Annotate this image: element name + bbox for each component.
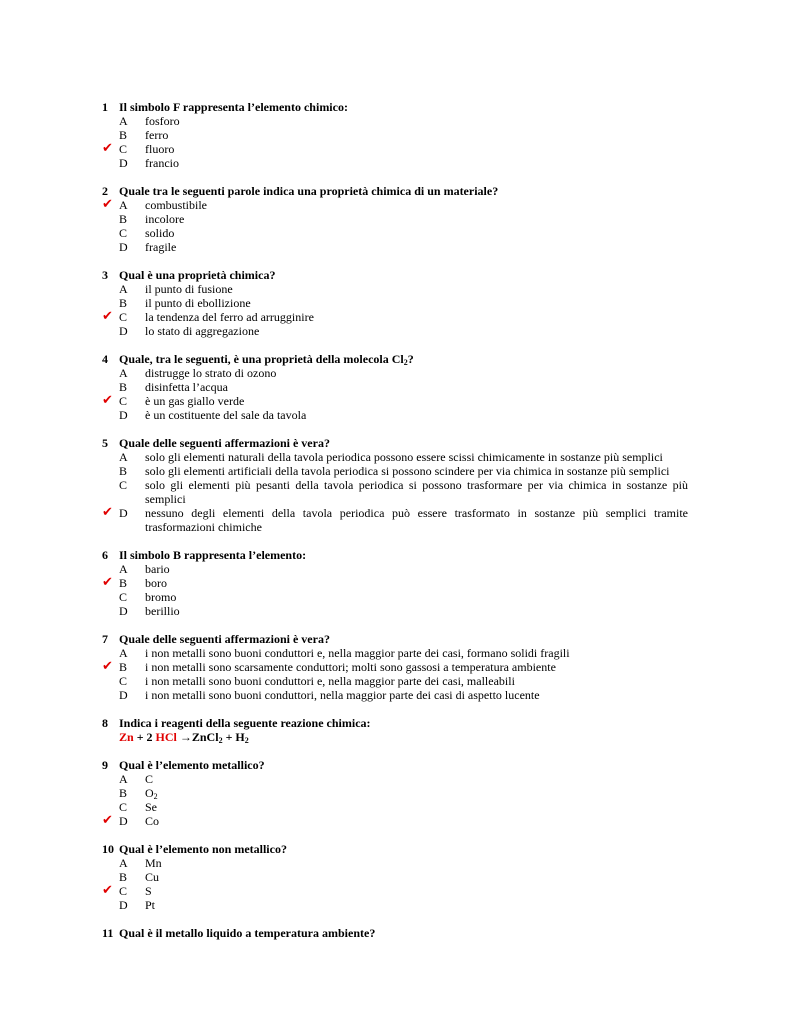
question-text xyxy=(119,268,688,282)
option-text xyxy=(145,198,688,212)
option-letter: A xyxy=(119,114,128,128)
option-text-main: è un gas giallo verde xyxy=(145,394,245,408)
option-text xyxy=(145,128,688,142)
checkmark-icon: ✔ xyxy=(102,813,113,828)
answer-option[interactable] xyxy=(0,898,791,912)
option-text xyxy=(145,240,688,254)
option-letter: D xyxy=(119,324,128,338)
question-text xyxy=(119,716,688,730)
option-text-main: i non metalli sono scarsamente conduttori; molti sono gassosi a temperatura ambiente xyxy=(145,660,556,674)
question-text-main: Il simbolo F rappresenta l’elemento chimico: xyxy=(119,100,348,114)
option-text-main: solido xyxy=(145,226,175,240)
option-text xyxy=(145,478,688,506)
option-letter: D xyxy=(119,814,128,828)
question-text-main: Quale delle seguenti affermazioni è vera? xyxy=(119,632,330,646)
answer-option[interactable] xyxy=(0,366,791,380)
answer-option[interactable] xyxy=(0,282,791,296)
option-text xyxy=(145,604,688,618)
question-text xyxy=(119,758,688,772)
option-text xyxy=(145,856,688,870)
answer-option[interactable] xyxy=(0,128,791,142)
checkmark-icon: ✔ xyxy=(102,393,113,408)
option-text-main: ferro xyxy=(145,128,169,142)
option-letter: D xyxy=(119,408,128,422)
answer-option[interactable] xyxy=(0,450,791,464)
question-block xyxy=(0,100,791,170)
option-letter: D xyxy=(119,156,128,170)
option-text xyxy=(145,800,688,814)
question-header xyxy=(0,100,791,114)
option-text-main: Se xyxy=(145,800,157,814)
answer-option[interactable] xyxy=(0,394,791,408)
option-letter: C xyxy=(119,226,128,240)
question-text xyxy=(119,842,688,856)
question-text xyxy=(119,436,688,450)
question-text-main: Qual è una proprietà chimica? xyxy=(119,268,276,282)
question-header xyxy=(0,842,791,856)
option-text xyxy=(145,814,688,828)
option-letter: C xyxy=(119,800,128,814)
option-text-main: fluoro xyxy=(145,142,175,156)
answer-option[interactable] xyxy=(0,786,791,800)
option-text-main: solo gli elementi più pesanti della tavola periodica si possono trasformare per via chimica in sostanze più semplici xyxy=(145,478,688,506)
question-text-main: Quale tra le seguenti parole indica una proprietà chimica di un materiale? xyxy=(119,184,499,198)
question-block xyxy=(0,842,791,912)
question-header xyxy=(0,716,791,730)
product-subscript: 2 xyxy=(218,736,223,745)
option-text xyxy=(145,576,688,590)
option-text xyxy=(145,408,688,422)
option-text-main: distrugge lo strato di ozono xyxy=(145,366,277,380)
option-text-main: i non metalli sono buoni conduttori e, nella maggior parte dei casi, formano solidi fragili xyxy=(145,646,570,660)
answer-option[interactable] xyxy=(0,884,791,898)
question-text-main: Qual è l’elemento metallico? xyxy=(119,758,265,772)
reaction-arrow: → xyxy=(176,730,192,744)
question-number: 11 xyxy=(102,926,114,940)
question-text-main: Il simbolo B rappresenta l’elemento: xyxy=(119,548,307,562)
answer-option[interactable] xyxy=(0,506,791,534)
question-number: 6 xyxy=(102,548,108,562)
option-letter: A xyxy=(119,646,128,660)
answer-option[interactable] xyxy=(0,324,791,338)
option-text xyxy=(145,562,688,576)
question-number: 5 xyxy=(102,436,108,450)
question-header xyxy=(0,268,791,282)
checkmark-icon: ✔ xyxy=(102,883,113,898)
question-header xyxy=(0,184,791,198)
option-text-main: fragile xyxy=(145,240,177,254)
answer-option[interactable] xyxy=(0,562,791,576)
checkmark-icon: ✔ xyxy=(102,505,113,520)
answer-option[interactable] xyxy=(0,660,791,674)
question-number: 8 xyxy=(102,716,108,730)
question-block xyxy=(0,926,791,940)
quiz-page xyxy=(0,100,791,954)
question-text xyxy=(119,184,688,198)
option-text-main: solo gli elementi naturali della tavola periodica possono essere scissi chimicamente in sostanze più semplici xyxy=(145,450,663,464)
option-text xyxy=(145,226,688,240)
option-text-main: S xyxy=(145,884,152,898)
answer-option[interactable] xyxy=(0,604,791,618)
option-text xyxy=(145,646,688,660)
option-letter: B xyxy=(119,296,128,310)
option-letter: D xyxy=(119,688,128,702)
option-text xyxy=(145,142,688,156)
answer-option[interactable] xyxy=(0,226,791,240)
option-text-main: lo stato di aggregazione xyxy=(145,324,260,338)
answer-option[interactable] xyxy=(0,870,791,884)
question-header xyxy=(0,758,791,772)
answer-option[interactable] xyxy=(0,674,791,688)
option-letter: C xyxy=(119,394,128,408)
option-text-main: i non metalli sono buoni conduttori e, nella maggior parte dei casi, malleabili xyxy=(145,674,515,688)
option-text-main: il punto di fusione xyxy=(145,282,233,296)
answer-option[interactable] xyxy=(0,142,791,156)
option-letter: C xyxy=(119,310,128,324)
option-text-main: Co xyxy=(145,814,160,828)
answer-option[interactable] xyxy=(0,380,791,394)
option-text xyxy=(145,296,688,310)
question-number: 1 xyxy=(102,100,108,114)
question-text-end: ? xyxy=(407,352,414,366)
question-block xyxy=(0,184,791,254)
question-header xyxy=(0,926,791,940)
question-header xyxy=(0,352,791,366)
option-text xyxy=(145,772,688,786)
answer-option[interactable] xyxy=(0,688,791,702)
option-letter: D xyxy=(119,898,128,912)
option-text xyxy=(145,380,688,394)
answer-option[interactable] xyxy=(0,856,791,870)
option-letter: A xyxy=(119,282,128,296)
option-text-main: fosforo xyxy=(145,114,180,128)
option-text xyxy=(145,324,688,338)
product-h: + H xyxy=(222,730,245,744)
option-letter: B xyxy=(119,786,128,800)
checkmark-icon: ✔ xyxy=(102,659,113,674)
question-text-main: Qual è il metallo liquido a temperatura ambiente? xyxy=(119,926,376,940)
option-text xyxy=(145,464,688,478)
question-number: 9 xyxy=(102,758,108,772)
question-text xyxy=(119,548,688,562)
question-text xyxy=(119,352,688,366)
option-text xyxy=(145,590,688,604)
option-text-main: berillio xyxy=(145,604,180,618)
option-letter: C xyxy=(119,590,128,604)
option-text-main: nessuno degli elementi della tavola periodica può essere trasformato in sostanze più semplici tramite trasformazioni chimiche xyxy=(145,506,688,534)
option-text-main: la tendenza del ferro ad arrugginire xyxy=(145,310,314,324)
question-header xyxy=(0,436,791,450)
option-letter: C xyxy=(119,142,128,156)
option-text xyxy=(145,660,688,674)
option-letter: D xyxy=(119,506,128,520)
answer-option[interactable] xyxy=(0,114,791,128)
option-text xyxy=(145,506,688,534)
answer-option[interactable] xyxy=(0,156,791,170)
option-text xyxy=(145,114,688,128)
option-letter: D xyxy=(119,240,128,254)
option-text-main: francio xyxy=(145,156,179,170)
option-letter: A xyxy=(119,772,128,786)
option-text-main: Cu xyxy=(145,870,160,884)
answer-option[interactable] xyxy=(0,590,791,604)
question-text xyxy=(119,100,688,114)
option-text-main: combustibile xyxy=(145,198,207,212)
question-text-main: Quale, tra le seguenti, è una proprietà della molecola Cl xyxy=(119,352,404,366)
question-text-main: Qual è l’elemento non metallico? xyxy=(119,842,287,856)
answer-option[interactable] xyxy=(0,240,791,254)
question-text xyxy=(119,632,688,646)
option-text xyxy=(145,394,688,408)
reaction-formula xyxy=(119,730,791,744)
option-letter: B xyxy=(119,576,128,590)
option-letter: B xyxy=(119,380,128,394)
question-text-main: Indica i reagenti della seguente reazione chimica: xyxy=(119,716,371,730)
answer-option[interactable] xyxy=(0,464,791,478)
answer-option[interactable] xyxy=(0,772,791,786)
option-text xyxy=(145,898,688,912)
question-block xyxy=(0,632,791,702)
answer-option[interactable] xyxy=(0,296,791,310)
answer-option[interactable] xyxy=(0,478,791,506)
answer-option[interactable] xyxy=(0,310,791,324)
option-letter: B xyxy=(119,212,128,226)
question-text xyxy=(119,926,688,940)
question-block xyxy=(0,352,791,422)
checkmark-icon: ✔ xyxy=(102,197,113,212)
question-header xyxy=(0,548,791,562)
option-text-main: solo gli elementi artificiali della tavola periodica si possono scindere per via chimica in sostanze più semplici xyxy=(145,464,670,478)
option-letter: A xyxy=(119,562,128,576)
option-text-main: disinfetta l’acqua xyxy=(145,380,228,394)
option-subscript: 2 xyxy=(153,792,158,801)
reagent-hcl: HCl xyxy=(155,730,177,744)
option-letter: B xyxy=(119,128,128,142)
option-text-main: il punto di ebollizione xyxy=(145,296,251,310)
option-text xyxy=(145,688,688,702)
checkmark-icon: ✔ xyxy=(102,141,113,156)
answer-option[interactable] xyxy=(0,576,791,590)
option-text-main: C xyxy=(145,772,154,786)
option-letter: B xyxy=(119,464,128,478)
option-letter: C xyxy=(119,674,128,688)
answer-option[interactable] xyxy=(0,814,791,828)
option-text xyxy=(145,156,688,170)
option-letter: A xyxy=(119,856,128,870)
answer-option[interactable] xyxy=(0,646,791,660)
option-text-main: O xyxy=(145,786,154,800)
answer-option[interactable] xyxy=(0,212,791,226)
option-text xyxy=(145,310,688,324)
question-block xyxy=(0,758,791,828)
question-number: 10 xyxy=(102,842,114,856)
question-number: 7 xyxy=(102,632,108,646)
option-letter: A xyxy=(119,450,128,464)
answer-option[interactable] xyxy=(0,800,791,814)
formula-plus: + 2 xyxy=(133,730,156,744)
question-block xyxy=(0,436,791,534)
option-letter: A xyxy=(119,198,128,212)
option-text xyxy=(145,366,688,380)
option-text-main: è un costituente del sale da tavola xyxy=(145,408,307,422)
option-text xyxy=(145,282,688,296)
question-number: 2 xyxy=(102,184,108,198)
option-text-main: bromo xyxy=(145,590,177,604)
option-text xyxy=(145,212,688,226)
question-block xyxy=(0,268,791,338)
question-number: 4 xyxy=(102,352,108,366)
question-header xyxy=(0,632,791,646)
option-text xyxy=(145,870,688,884)
option-text-main: i non metalli sono buoni conduttori, nella maggior parte dei casi di aspetto lucente xyxy=(145,688,540,702)
question-block xyxy=(0,548,791,618)
option-letter: B xyxy=(119,660,128,674)
option-text xyxy=(145,884,688,898)
answer-option[interactable] xyxy=(0,198,791,212)
option-text-main: incolore xyxy=(145,212,185,226)
question-text-main: Quale delle seguenti affermazioni è vera? xyxy=(119,436,330,450)
option-letter: C xyxy=(119,478,128,492)
question-block xyxy=(0,716,791,744)
reagent-zn: Zn xyxy=(119,730,134,744)
product-subscript: 2 xyxy=(244,736,249,745)
option-text-main: boro xyxy=(145,576,167,590)
option-text-main: Mn xyxy=(145,856,162,870)
option-text-main: Pt xyxy=(145,898,156,912)
option-text xyxy=(145,450,688,464)
question-text-subscript: 2 xyxy=(403,358,408,367)
checkmark-icon: ✔ xyxy=(102,309,113,324)
product-zncl: ZnCl xyxy=(191,730,219,744)
option-text xyxy=(145,674,688,688)
option-text-main: bario xyxy=(145,562,170,576)
option-letter: C xyxy=(119,884,128,898)
option-letter: D xyxy=(119,604,128,618)
option-letter: B xyxy=(119,870,128,884)
answer-option[interactable] xyxy=(0,408,791,422)
question-number: 3 xyxy=(102,268,108,282)
checkmark-icon: ✔ xyxy=(102,575,113,590)
option-text xyxy=(145,786,688,800)
option-letter: A xyxy=(119,366,128,380)
